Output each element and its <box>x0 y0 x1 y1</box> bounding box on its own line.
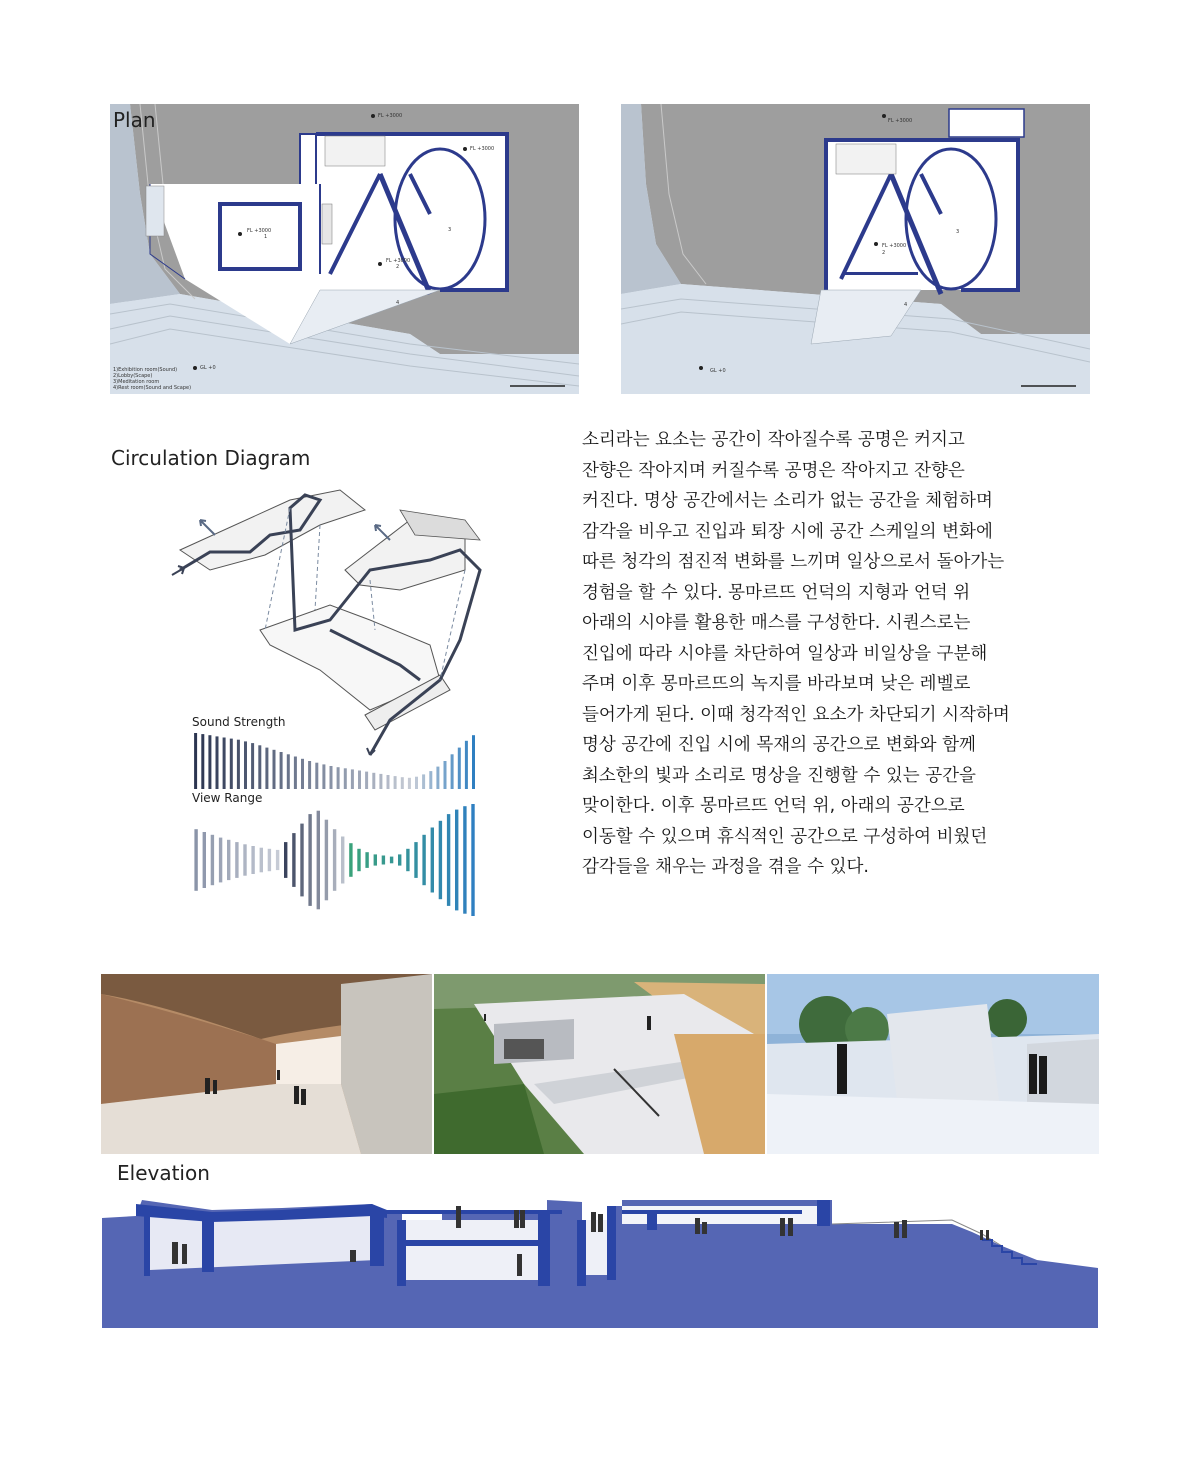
view-range-bar <box>317 811 320 910</box>
view-range-bar <box>219 838 222 883</box>
plan-right-svg <box>621 104 1090 394</box>
view-range-bar <box>365 852 368 868</box>
sound-strength-bar <box>422 774 425 789</box>
description-line: 잔향은 작아지며 커질수록 공명은 작아지고 잔향은 <box>582 460 965 481</box>
view-range-bar <box>227 840 230 880</box>
plan-right-room-4: 4 <box>904 302 908 308</box>
sound-strength-bar <box>315 763 318 789</box>
sound-strength-bar <box>244 741 247 789</box>
plan-legend-item: 1)Exhibition room(Sound) <box>113 367 178 373</box>
view-range-bar <box>447 814 450 906</box>
sound-strength-bar <box>436 767 439 789</box>
view-range-bar <box>471 804 474 916</box>
view-range-bar <box>439 821 442 899</box>
sound-strength-bar <box>401 777 404 789</box>
description-line: 주며 이후 몽마르뜨의 녹지를 바라보며 낮은 레벨로 <box>582 674 971 694</box>
plan-left-ground-level: GL +0 <box>200 365 216 371</box>
elevation-section <box>102 1190 1098 1328</box>
view-range-bar <box>243 844 246 875</box>
view-range-bar <box>194 829 197 891</box>
sound-strength-bar <box>387 775 390 789</box>
view-range-bar <box>276 850 279 870</box>
description-line: 이동할 수 있으며 휴식적인 공간으로 구성하여 비웠던 <box>582 826 988 847</box>
plan-right-ground-level: GL +0 <box>710 368 726 374</box>
view-range-bar <box>235 842 238 878</box>
sound-strength-bar <box>308 761 311 789</box>
view-range-bar <box>260 848 263 873</box>
view-range-bar <box>300 824 303 897</box>
view-range-bar <box>325 820 328 901</box>
sound-strength-bar <box>294 757 297 790</box>
sound-strength-bar <box>458 748 461 789</box>
plan-right-room-3: 3 <box>956 229 960 235</box>
plan-left-room2-level: FL +3000 <box>386 258 411 264</box>
sound-strength-bar <box>322 764 325 789</box>
view-range-bar <box>268 849 271 871</box>
sound-strength-bar <box>237 740 240 789</box>
elevation-title: Elevation <box>117 1161 210 1185</box>
description-line: 명상 공간에 진입 시에 목재의 공간으로 변화와 함께 <box>582 735 976 755</box>
plan-title: Plan <box>113 108 156 132</box>
arrow-out-icon <box>200 520 215 535</box>
description-text <box>582 425 1010 883</box>
sound-strength-bar <box>230 739 233 789</box>
plan-right-room-2: 2 <box>882 250 886 256</box>
view-range-bar <box>414 842 417 878</box>
view-range-bar <box>251 846 254 874</box>
view-range-bar <box>333 829 336 891</box>
view-range-bar <box>203 832 206 888</box>
view-range-bar <box>341 837 344 884</box>
description-line: 경험을 할 수 있다. 몽마르뜨 언덕의 지형과 언덕 위 <box>582 582 971 603</box>
sound-strength-bar <box>337 767 340 789</box>
sound-strength-bar <box>273 750 276 789</box>
plan-left-room-4: 4 <box>396 300 400 306</box>
view-range-bar <box>398 854 401 865</box>
description-line: 감각들을 채우는 과정을 겪을 수 있다. <box>582 857 869 877</box>
plan-right-room2-level: FL +3000 <box>882 243 907 249</box>
plan-right-top-level: FL +3000 <box>888 118 913 124</box>
description-line: 진입에 따라 시야를 차단하여 일상과 비일상을 구분해 <box>582 643 988 664</box>
plan-left-room1-level: FL +3000 <box>247 228 272 234</box>
description-line: 들어가게 된다. 이때 청각적인 요소가 차단되기 시작하며 <box>582 704 1010 725</box>
sound-strength-bar <box>429 771 432 789</box>
plan-left-upper-level: FL +3000 <box>470 146 495 152</box>
sound-strength-bar <box>358 771 361 790</box>
plan-legend-item: 2)Lobby(Scape) <box>113 373 153 379</box>
sound-strength-bar <box>201 734 204 789</box>
sound-strength-bar <box>472 735 475 789</box>
sound-strength-label: Sound Strength <box>192 715 286 729</box>
view-range-bar <box>374 854 377 865</box>
view-range-bars <box>192 800 477 918</box>
mass-entrance <box>180 490 365 570</box>
plan-legend-item: 4)Rest room(Sound and Scape) <box>113 385 192 391</box>
sound-strength-bar <box>351 769 354 789</box>
sound-strength-bar <box>379 774 382 789</box>
sound-strength-bar <box>394 776 397 789</box>
view-range-bar <box>422 835 425 885</box>
sound-strength-bar <box>415 777 418 789</box>
sound-strength-bar <box>444 761 447 789</box>
view-range-bar <box>211 835 214 885</box>
plan-right-drawing <box>621 104 1090 394</box>
sound-strength-bar <box>451 754 454 789</box>
render-rest-area <box>767 974 1099 1154</box>
sound-strength-bar <box>372 773 375 789</box>
view-range-label: View Range <box>192 791 263 805</box>
description-line: 맞이한다. 이후 몽마르뜨 언덕 위, 아래의 공간으로 <box>582 796 965 816</box>
view-range-bar <box>406 849 409 871</box>
plan-left-top-level: FL +3000 <box>378 113 403 119</box>
sound-strength-bar <box>408 778 411 789</box>
plan-left-svg <box>110 104 579 394</box>
view-range-bar <box>463 806 466 914</box>
sound-strength-bar <box>216 736 219 789</box>
sound-strength-bar <box>287 754 290 789</box>
description-line: 아래의 시야를 활용한 매스를 구성한다. 시퀀스로는 <box>582 613 971 633</box>
plan-legend-item: 3)Meditation room <box>113 379 160 385</box>
circulation-title: Circulation Diagram <box>111 446 311 470</box>
plan-legend <box>113 367 191 391</box>
view-range-bar <box>431 828 434 893</box>
view-range-bar <box>390 857 393 864</box>
sound-strength-bar <box>265 748 268 789</box>
description-line: 감각을 비우고 진입과 퇴장 시에 공간 스케일의 변화에 <box>582 521 993 542</box>
sound-strength-bars <box>192 733 477 789</box>
plan-left-room-1: 1 <box>264 234 268 240</box>
sound-strength-bar <box>251 743 254 789</box>
render-meditation-room <box>101 974 432 1154</box>
plan-left-room-3: 3 <box>448 227 452 233</box>
sound-strength-bar <box>258 745 261 789</box>
view-range-bar <box>349 843 352 877</box>
view-range-bar <box>357 849 360 871</box>
sound-strength-bar <box>330 766 333 789</box>
sound-strength-bar <box>301 759 304 789</box>
sound-strength-bar <box>344 768 347 789</box>
plan-left-drawing <box>110 104 579 394</box>
render-entrance <box>434 974 765 1154</box>
sound-strength-bar <box>208 735 211 789</box>
arrow-meditation-icon <box>375 525 390 540</box>
description-line: 따른 청각의 점진적 변화를 느끼며 일상으로서 돌아가는 <box>582 552 1005 572</box>
view-range-bar <box>455 810 458 911</box>
description-line: 소리라는 요소는 공간이 작아질수록 공명은 커지고 <box>582 430 965 450</box>
sound-strength-bar <box>194 733 197 789</box>
sound-strength-bar <box>280 752 283 789</box>
description-line: 최소한의 빛과 소리로 명상을 진행할 수 있는 공간을 <box>582 765 976 786</box>
description-line: 커진다. 명상 공간에서는 소리가 없는 공간을 체험하며 <box>582 491 993 511</box>
view-range-bar <box>284 842 287 878</box>
sound-strength-bar <box>465 741 468 789</box>
view-range-bar <box>292 833 295 887</box>
view-range-bar <box>382 856 385 865</box>
sound-strength-bar <box>365 772 368 789</box>
sound-strength-bar <box>223 738 226 790</box>
arrow-in-icon <box>172 566 184 575</box>
plan-left-room-2: 2 <box>396 264 400 270</box>
view-range-bar <box>308 814 311 906</box>
